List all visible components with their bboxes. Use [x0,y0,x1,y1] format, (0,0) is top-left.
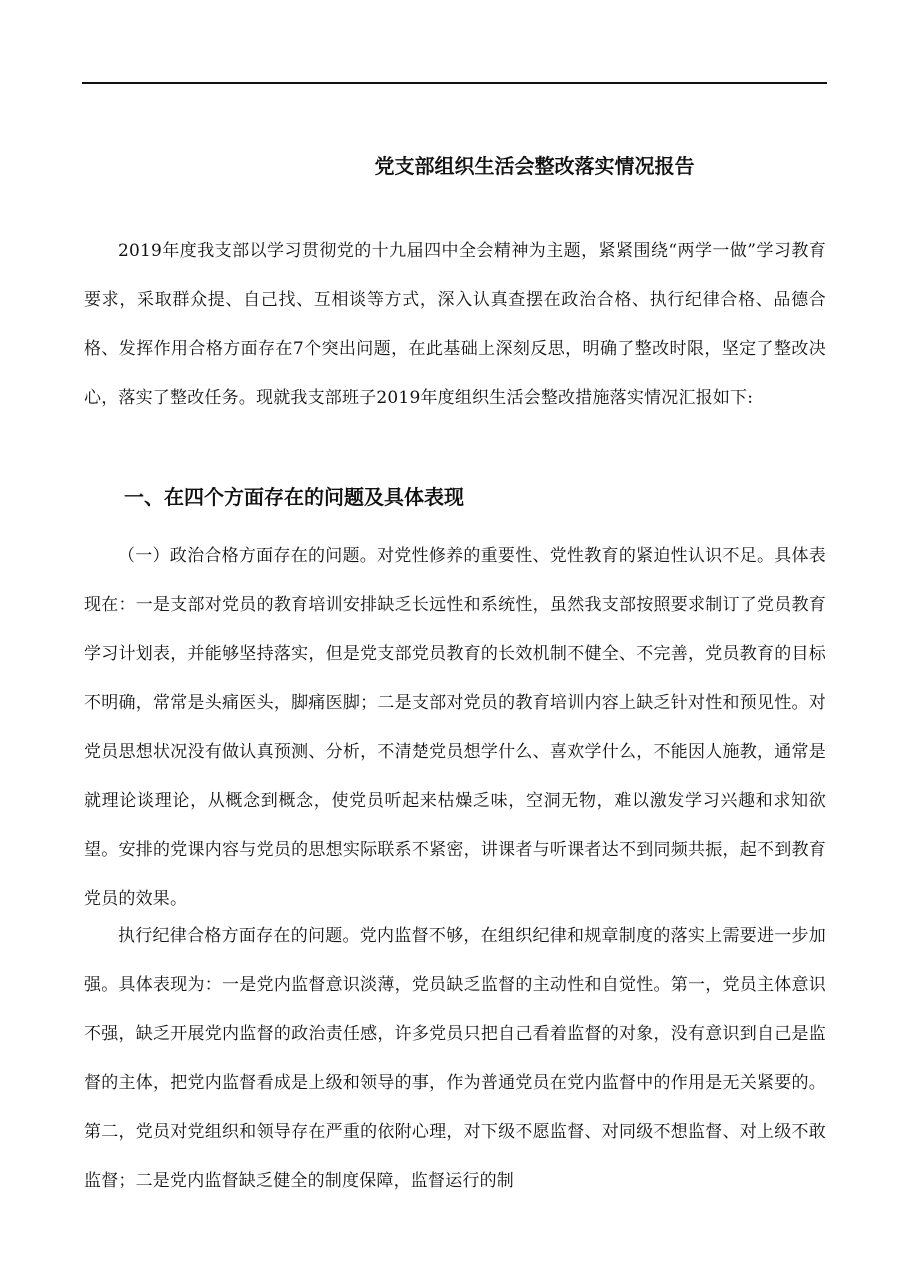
document-title: 党支部组织生活会整改落实情况报告 [374,154,695,178]
paragraph-discipline: 执行纪律合格方面存在的问题。党内监督不够，在组织纪律和规章制度的落实上需要进一步加强。具体表现为：一是党内监督意识淡薄，党员缺乏监督的主动性和自觉性。第一，党员主体意识不强，缺乏开展党内监督的政治责任感，许多党员只把自己看着监督的对象，没有意识到自己是监督的主体，把党内监督看成是上级和领导的事，作为普通党员在党内监督中的作用是无关紧要的。第二，党员对党组织和领导存在严重的依附心理，对下级不愿监督、对同级不想监督、对上级不敢监督；二是党内监督缺乏健全的制度保障，监督运行的制 [84,926,826,1191]
paragraph-intro: 2019年度我支部以学习贯彻党的十九届四中全会精神为主题，紧紧围绕“两学一做”学习教育要求，采取群众提、自己找、互相谈等方式，深入认真查摆在政治合格、执行纪律合格、品德合格、发挥作用合格方面存在7个突出问题，在此基础上深刻反思，明确了整改时限，坚定了整改决心，落实了整改任务。现就我支部班子2019年度组织生活会整改措施落实情况汇报如下: [84,241,826,408]
section-heading: 一、在四个方面存在的问题及具体表现 [124,485,464,509]
header-rule [82,82,827,84]
paragraph-political: （一）政治合格方面存在的问题。对党性修养的重要性、党性教育的紧迫性认识不足。具体表现在：一是支部对党员的教育培训安排缺乏长远性和系统性，虽然我支部按照要求制订了党员教育学习计划表，并能够坚持落实，但是党支部党员教育的长效机制不健全、不完善，党员教育的目标不明确，常常是头痛医头，脚痛医脚；二是支部对党员的教育培训内容上缺乏针对性和预见性。对党员思想状况没有做认真预测、分析，不清楚党员想学什么、喜欢学什么，不能因人施教，通常是就理论谈理论，从概念到概念，使党员听起来枯燥乏味，空洞无物，难以激发学习兴趣和求知欲望。安排的党课内容与党员的思想实际联系不紧密，讲课者与听课者达不到同频共振，起不到教育党员的效果。 [84,546,826,909]
